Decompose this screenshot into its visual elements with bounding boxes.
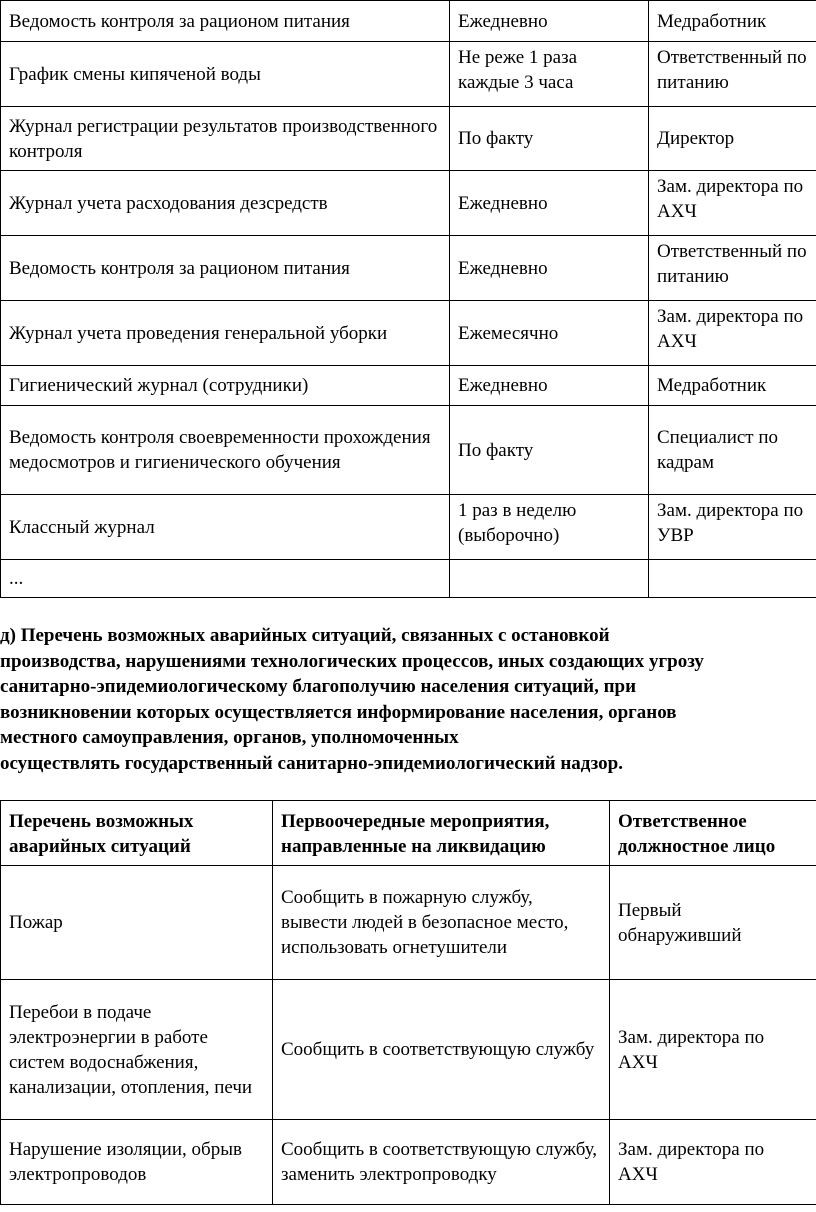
journal-responsible: Ответственный по питанию — [649, 236, 816, 301]
table-row — [1, 980, 816, 1120]
situation-cell: Нарушение изоляции, обрыв электропроводов — [1, 1120, 273, 1205]
journal-frequency: 1 раз в неделю (выборочно) — [450, 495, 649, 560]
table-row — [1, 366, 816, 406]
table-row — [1, 560, 816, 598]
table-row — [1, 42, 816, 107]
table-row — [1, 406, 816, 495]
journal-responsible: Ответственный по питанию — [649, 42, 816, 107]
journal-frequency: Ежедневно — [450, 236, 649, 301]
journal-frequency: Ежедневно — [450, 171, 649, 236]
column-header-action: Первоочередные мероприятия, направленные на ликвидацию — [273, 801, 610, 866]
heading-line: д) Перечень возможных аварийных ситуаций, связанных с остановкой — [0, 625, 610, 646]
journal-name: Журнал учета проведения генеральной уборки — [1, 301, 450, 366]
table-row — [1, 301, 816, 366]
journal-name: Журнал учета расходования дезсредств — [1, 171, 450, 236]
journal-name: Ведомость контроля своевременности прохождения медосмотров и гигиенического обучения — [1, 406, 450, 495]
journal-responsible: Медработник — [649, 1, 816, 42]
table-row — [1, 171, 816, 236]
column-header-responsible: Ответственное должностное лицо — [610, 801, 816, 866]
journal-name: Журнал регистрации результатов производственного контроля — [1, 107, 450, 171]
journal-frequency: Не реже 1 раза каждые 3 часа — [450, 42, 649, 107]
journal-name: ... — [1, 560, 450, 598]
journal-name: Классный журнал — [1, 495, 450, 560]
journal-frequency: По факту — [450, 107, 649, 171]
table-row — [1, 1, 816, 42]
column-header-situation: Перечень возможных аварийных ситуаций — [1, 801, 273, 866]
journal-responsible: Зам. директора по УВР — [649, 495, 816, 560]
journal-frequency — [450, 560, 649, 598]
journal-responsible: Медработник — [649, 366, 816, 406]
journals-table — [0, 0, 816, 598]
section-heading — [0, 623, 816, 776]
journal-name: Гигиенический журнал (сотрудники) — [1, 366, 450, 406]
heading-line: возникновении которых осуществляется информирование населения, органов — [0, 701, 677, 723]
situation-cell: Перебои в подаче электроэнергии в работе систем водоснабжения, канализации, отопления, печи — [1, 980, 273, 1120]
action-cell: Сообщить в соответствующую службу — [273, 980, 610, 1120]
journal-responsible — [649, 560, 816, 598]
journal-responsible: Зам. директора по АХЧ — [649, 171, 816, 236]
journal-name: Ведомость контроля за рационом питания — [1, 1, 450, 42]
journal-responsible: Директор — [649, 107, 816, 171]
situation-cell: Пожар — [1, 866, 273, 980]
journal-frequency: Ежедневно — [450, 366, 649, 406]
table-row — [1, 236, 816, 301]
heading-line: местного самоуправления, органов, уполномоченных — [0, 727, 459, 748]
journal-frequency: Ежемесячно — [450, 301, 649, 366]
responsible-cell: Зам. директора по АХЧ — [610, 1120, 816, 1205]
emergency-table — [0, 800, 816, 1205]
heading-line: осуществлять государственный санитарно-эпидемиологический надзор. — [0, 752, 623, 774]
heading-line: производства, нарушениями технологических процессов, иных создающих угрозу — [0, 650, 704, 672]
table-row — [1, 107, 816, 171]
journal-name: Ведомость контроля за рационом питания — [1, 236, 450, 301]
heading-line: санитарно-эпидемиологическому благополучию населения ситуаций, при — [0, 676, 637, 697]
table-row — [1, 1120, 816, 1205]
responsible-cell: Первый обнаруживший — [610, 866, 816, 980]
journal-frequency: Ежедневно — [450, 1, 649, 42]
table-row — [1, 866, 816, 980]
journal-responsible: Специалист по кадрам — [649, 406, 816, 495]
table-header-row — [1, 801, 816, 866]
table-row — [1, 495, 816, 560]
journal-responsible: Зам. директора по АХЧ — [649, 301, 816, 366]
journal-frequency: По факту — [450, 406, 649, 495]
responsible-cell: Зам. директора по АХЧ — [610, 980, 816, 1120]
journal-name: График смены кипяченой воды — [1, 42, 450, 107]
action-cell: Сообщить в пожарную службу, вывести людей в безопасное место, использовать огнетушители — [273, 866, 610, 980]
action-cell: Сообщить в соответствующую службу, заменить электропроводку — [273, 1120, 610, 1205]
